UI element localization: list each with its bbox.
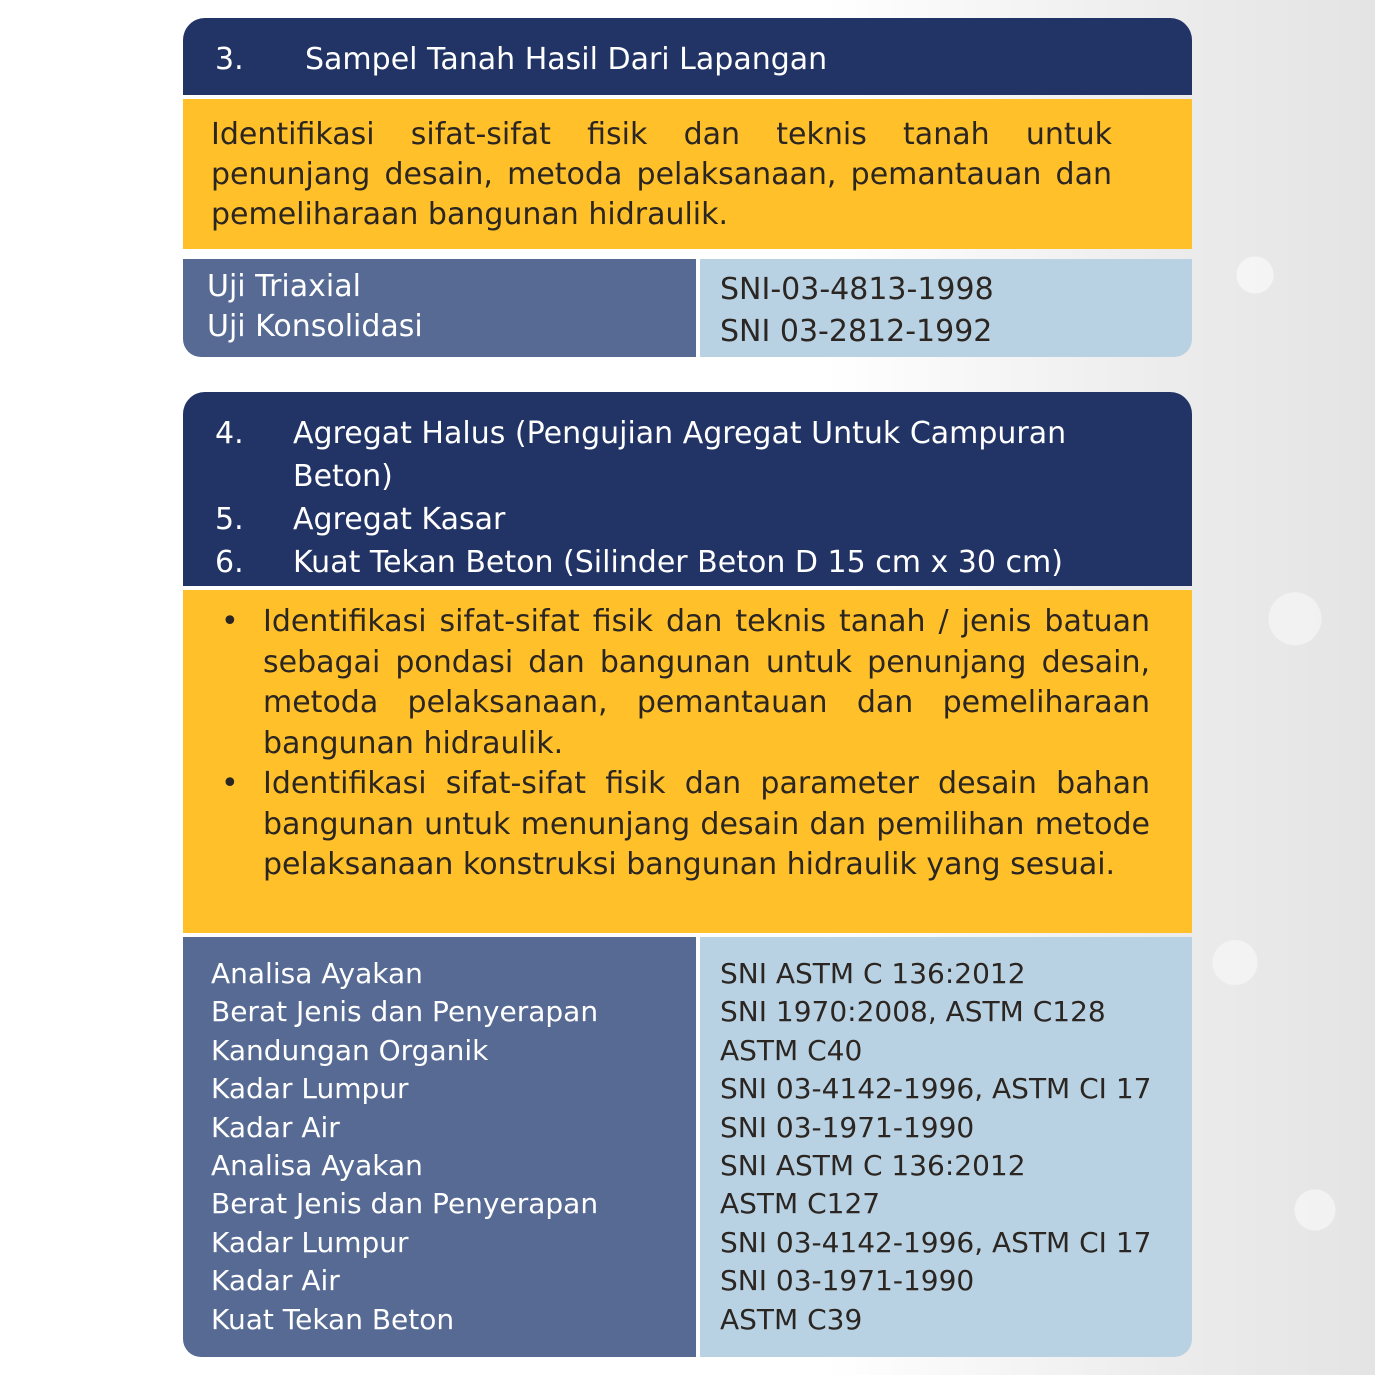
- bullet-item: • Identifikasi sifat-sifat fisik dan parameter desain bahan bangunan untuk menunjang desain dan pemilihan metode pelaksanaan konstruksi bangunan hidraulik yang sesuai.: [183, 764, 1150, 886]
- standard-item: SNI ASTM C 136:2012: [720, 957, 1026, 990]
- section-3-card: [183, 18, 1192, 357]
- section-number: 4.: [215, 416, 244, 451]
- test-item: Berat Jenis dan Penyerapan: [211, 1187, 599, 1221]
- section-number: 6.: [215, 545, 244, 580]
- standard-item: ASTM C127: [720, 1187, 881, 1221]
- standard-item: SNI 03-4142-1996, ASTM CI 17: [720, 1072, 1152, 1106]
- batik-background-pattern: [1175, 0, 1375, 1375]
- section-title: Sampel Tanah Hasil Dari Lapangan: [305, 42, 828, 77]
- test-item: Kadar Air: [211, 1264, 340, 1298]
- test-item: Analisa Ayakan: [211, 957, 423, 990]
- section-3-standards: [700, 259, 1192, 357]
- section-4-6-header: [183, 392, 1192, 586]
- bullet-icon: •: [221, 604, 239, 639]
- bullet-item: • Identifikasi sifat-sifat fisik dan teknis tanah / jenis batuan sebagai pondasi dan bangunan untuk penunjang desain, metoda pelaksanaan, pemantauan dan pemeliharaan bangunan hidraulik.: [183, 602, 1150, 764]
- standard-item: SNI-03-4813-1998: [720, 272, 994, 307]
- test-item: Uji Konsolidasi: [207, 309, 423, 344]
- test-item: Analisa Ayakan: [211, 1149, 423, 1183]
- section-3-tests: [183, 259, 696, 357]
- section-title: Agregat Halus (Pengujian Agregat Untuk Campuran Beton): [293, 416, 1067, 494]
- standard-item: SNI 03-4142-1996, ASTM CI 17: [720, 1225, 1152, 1259]
- standard-item: SNI 03-1971-1990: [720, 1110, 975, 1144]
- section-title: Kuat Tekan Beton (Silinder Beton D 15 cm x 30 cm): [293, 545, 1063, 580]
- section-number: 5.: [215, 502, 244, 537]
- standard-item: ASTM C39: [720, 1302, 863, 1336]
- test-item: Kadar Air: [211, 1110, 340, 1144]
- test-item: Kuat Tekan Beton: [211, 1302, 455, 1336]
- standard-item: SNI 03-1971-1990: [720, 1264, 975, 1298]
- section-3-description: Identifikasi sifat-sifat fisik dan teknis tanah untuk penunjang desain, metoda pelaksanaan, pemantauan dan pemeliharaan bangunan hidraulik.: [183, 99, 1192, 249]
- standard-item: SNI ASTM C 136:2012: [720, 1149, 1026, 1183]
- section-number: 3.: [215, 42, 244, 77]
- test-item: Kadar Lumpur: [211, 1072, 409, 1106]
- section-4-6-bullets: [183, 590, 1192, 933]
- test-item: Uji Triaxial: [207, 269, 361, 304]
- test-item: Kandungan Organik: [211, 1033, 489, 1067]
- standard-item: SNI 1970:2008, ASTM C128: [720, 995, 1106, 1029]
- section-4-6-card: [183, 392, 1192, 1357]
- standard-item: SNI 03-2812-1992: [720, 314, 993, 349]
- section-4-6-standards: [700, 937, 1192, 1357]
- standard-item: ASTM C40: [720, 1033, 863, 1067]
- section-4-6-tests: [183, 937, 696, 1357]
- test-item: Berat Jenis dan Penyerapan: [211, 995, 599, 1029]
- section-3-header: [183, 18, 1192, 95]
- section-title: Agregat Kasar: [293, 502, 506, 537]
- test-item: Kadar Lumpur: [211, 1225, 409, 1259]
- bullet-icon: •: [221, 766, 239, 801]
